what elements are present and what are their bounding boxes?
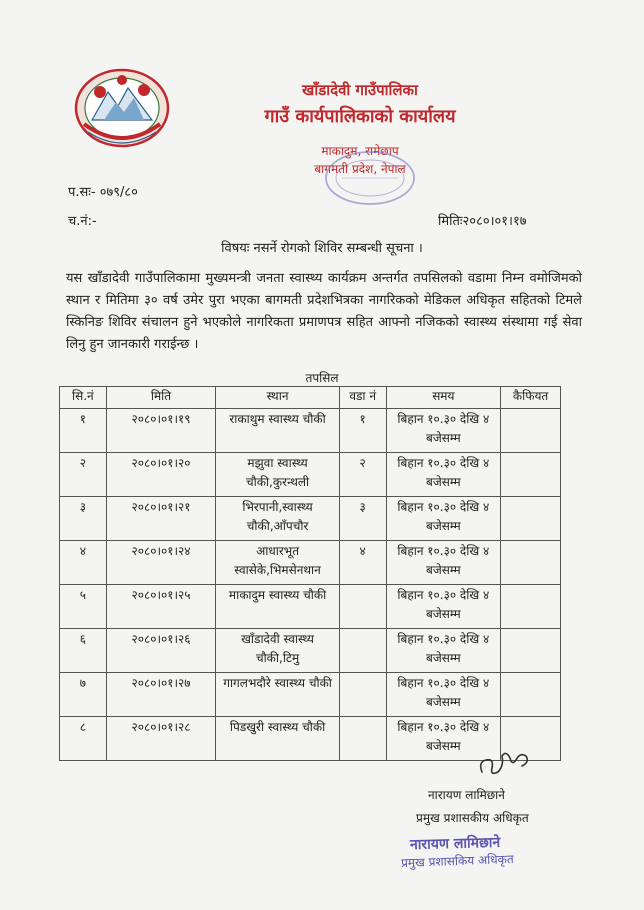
table-row (60, 585, 561, 629)
signature-icon (476, 742, 532, 782)
reference-number: प.सः- ०७९/८० (68, 185, 138, 200)
row-time: बिहान १०.३० देखि ४ बजेसम्म (386, 409, 501, 453)
dispatch-number: च.नं:- (68, 214, 97, 229)
table-row (60, 497, 561, 541)
row-serial: ३ (60, 497, 107, 541)
row-place: राकाथुम स्वास्थ्य चौकी (216, 409, 340, 453)
stamp-signatory-name: नारायण लामिछाने (409, 834, 501, 854)
row-ward: १ (339, 409, 386, 453)
row-date: २०८०।०१।१९ (106, 409, 216, 453)
row-date: २०८०।०१।२० (106, 453, 216, 497)
row-remarks (501, 541, 561, 585)
row-remarks (501, 409, 561, 453)
row-serial: ८ (60, 717, 107, 761)
row-place: खाँडादेवी स्वास्थ्य चौकी,टिमु (216, 629, 340, 673)
row-date: २०८०।०१।२१ (106, 497, 216, 541)
nepal-emblem-icon (70, 62, 174, 150)
row-ward (339, 629, 386, 673)
row-date: २०८०।०१।२६ (106, 629, 216, 673)
row-remarks (501, 585, 561, 629)
row-remarks (501, 673, 561, 717)
notice-body: यस खाँडादेवी गाउँपालिकामा मुख्यमन्त्री जनता स्वास्थ्य कार्यक्रम अन्तर्गत तपसिलको वडामा निम्न वमोजिमको स्थान र मितिमा ३० वर्ष उमेर पुरा भएका बागमती प्रदेशभित्रका नागरिकको मेडिकल अधिकृत सहितको टिमले स्किनिङ शिविर संचालन हुने भएकोले नागरिकता प्रमाणपत्र सहित आफ्नो नजिकको स्वास्थ्य संस्थामा गई सेवा लिनु हुन जानकारी गराईन्छ । (66, 271, 582, 352)
row-time: बिहान १०.३० देखि ४ बजेसम्म (386, 717, 501, 761)
table-row (60, 541, 561, 585)
row-remarks (501, 453, 561, 497)
row-remarks (501, 629, 561, 673)
row-time: बिहान १०.३० देखि ४ बजेसम्म (386, 541, 501, 585)
table-row (60, 409, 561, 453)
row-time: बिहान १०.३० देखि ४ बजेसम्म (386, 453, 501, 497)
row-serial: १ (60, 409, 107, 453)
header-serial: सि.नं (60, 387, 107, 409)
row-serial: ६ (60, 629, 107, 673)
row-ward (339, 673, 386, 717)
row-remarks (501, 497, 561, 541)
notice-subject: विषयः नसर्ने रोगको शिविर सम्बन्धी सूचना । (221, 241, 423, 256)
header-time: समय (386, 387, 501, 409)
row-time: बिहान १०.३० देखि ४ बजेसम्म (386, 497, 501, 541)
row-place: पिडखुरी स्वास्थ्य चौकी (216, 717, 340, 761)
row-ward (339, 717, 386, 761)
table-row (60, 673, 561, 717)
row-serial: ७ (60, 673, 107, 717)
notice-date: मितिः२०८०।०१।१७ (438, 214, 527, 229)
header-remarks: कैफियत (501, 387, 561, 409)
row-place: गागलभदौरे स्वास्थ्य चौकी (216, 673, 340, 717)
row-place: आधारभूत स्वासेके,भिमसेनथान (216, 541, 340, 585)
office-province: बागमती प्रदेश, नेपाल (314, 162, 406, 176)
row-place: मझुवा स्वास्थ्य चौकी,कुरन्थली (216, 453, 340, 497)
row-place: भिरपानी,स्वास्थ्य चौकी,आँपचौर (216, 497, 340, 541)
header-date: मिति (106, 387, 216, 409)
signatory-title: प्रमुख प्रशासकीय अधिकृत (416, 811, 529, 825)
row-serial: ५ (60, 585, 107, 629)
office-name: गाउँ कार्यपालिकाको कार्यालय (264, 106, 456, 127)
row-time: बिहान १०.३० देखि ४ बजेसम्म (386, 585, 501, 629)
row-ward: ३ (339, 497, 386, 541)
row-ward: २ (339, 453, 386, 497)
row-ward: ४ (339, 541, 386, 585)
row-time: बिहान १०.३० देखि ४ बजेसम्म (386, 673, 501, 717)
stamp-signatory-title: प्रमुख प्रशासकिय अधिकृत (400, 852, 514, 870)
row-date: २०८०।०१।२५ (106, 585, 216, 629)
row-date: २०८०।०१।२८ (106, 717, 216, 761)
header-place: स्थान (216, 387, 340, 409)
row-serial: २ (60, 453, 107, 497)
row-ward (339, 585, 386, 629)
office-seal-icon (322, 148, 418, 208)
table-row (60, 453, 561, 497)
signatory-name: नारायण लामिछाने (428, 788, 505, 802)
row-place: माकादुम स्वास्थ्य चौकी (216, 585, 340, 629)
schedule-table (59, 386, 561, 761)
schedule-caption: तपसिल (305, 371, 339, 385)
row-serial: ४ (60, 541, 107, 585)
row-date: २०८०।०१।२४ (106, 541, 216, 585)
row-time: बिहान १०.३० देखि ४ बजेसम्म (386, 629, 501, 673)
schedule-header-row (60, 387, 561, 409)
municipality-name: खाँडादेवी गाउँपालिका (302, 81, 418, 99)
header-ward: वडा नं (339, 387, 386, 409)
row-date: २०८०।०१।२७ (106, 673, 216, 717)
office-location: माकादुम, रामेछाप (321, 144, 399, 158)
table-row (60, 629, 561, 673)
